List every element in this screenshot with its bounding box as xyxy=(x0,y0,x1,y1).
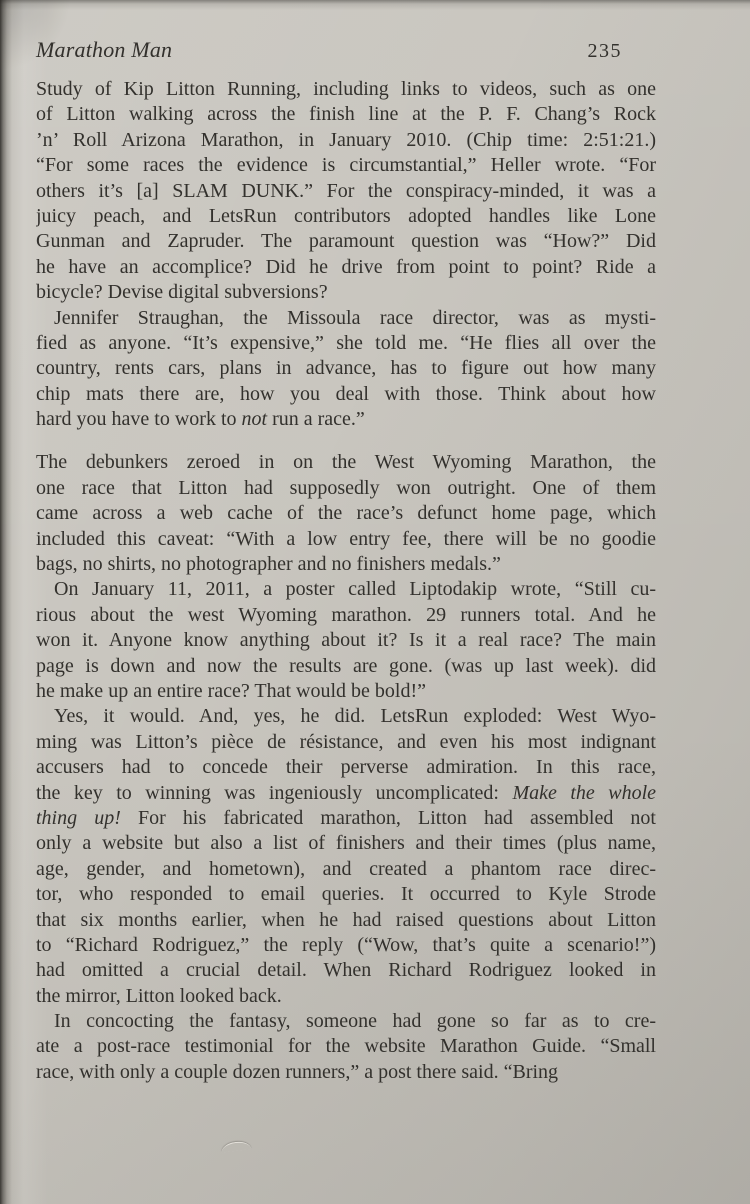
text-line xyxy=(36,577,656,602)
text-segment: others it’s [a] SLAM DUNK.” For the conspiracy-minded, it was a xyxy=(36,179,656,202)
paragraph xyxy=(36,306,656,433)
text-segment: that six months earlier, when he had raised questions about Litton xyxy=(36,908,656,931)
text-segment: juicy peach, and LetsRun contributors adopted handles like Lone xyxy=(36,204,656,227)
text-line xyxy=(36,527,656,552)
text-line xyxy=(36,806,656,831)
text-line xyxy=(36,450,656,475)
text-segment: accusers had to concede their perverse admiration. In this race, xyxy=(36,756,656,779)
text-segment: won it. Anyone know anything about it? Is it a real race? The main xyxy=(36,629,656,652)
paragraph xyxy=(36,1009,656,1085)
text-line xyxy=(36,476,656,501)
text-segment: On January 11, 2011, a poster called Liptodakip wrote, “Still cu- xyxy=(54,578,656,601)
text-line xyxy=(36,179,656,204)
text-line xyxy=(36,102,656,127)
running-header: Marathon Man xyxy=(36,37,173,62)
text-segment: included this caveat: “With a low entry fee, there will be no goodie xyxy=(36,527,656,550)
text-segment: fied as anyone. “It’s expensive,” she told me. “He flies all over the xyxy=(36,331,656,354)
text-segment: For his fabricated marathon, Litton had assembled not xyxy=(120,806,656,829)
text-segment: “For some races the evidence is circumstantial,” Heller wrote. “For xyxy=(36,154,656,177)
text-line xyxy=(36,908,656,933)
paper-crease xyxy=(221,1140,252,1153)
text-segment: had omitted a crucial detail. When Richard Rodriguez looked in xyxy=(36,959,656,982)
text-line xyxy=(36,280,656,305)
text-line xyxy=(36,204,656,229)
text-line xyxy=(36,255,656,280)
text-line xyxy=(36,1009,656,1034)
text-segment: age, gender, and hometown), and created a phantom race direc- xyxy=(36,857,656,880)
text-line xyxy=(36,781,656,806)
text-line xyxy=(36,984,656,1009)
text-line xyxy=(36,306,656,331)
text-segment: of Litton walking across the finish line at the P. F. Chang’s Rock xyxy=(36,103,656,126)
text-line xyxy=(36,958,656,983)
text-segment: ming was Litton’s pièce de résistance, and even his most indignant xyxy=(36,730,656,753)
text-line xyxy=(36,933,656,958)
text-line xyxy=(36,331,656,356)
page-number: 235 xyxy=(587,40,622,62)
text-segment: the key to winning was ingeniously uncomplicated: xyxy=(36,781,513,804)
text-line xyxy=(36,407,656,432)
text-segment: In concocting the fantasy, someone had gone so far as to cre- xyxy=(54,1010,656,1033)
text-segment: thing up! xyxy=(36,806,121,829)
text-line xyxy=(36,77,656,102)
text-segment: bags, no shirts, no photographer and no finishers medals.” xyxy=(36,553,501,576)
text-line xyxy=(36,1034,656,1059)
body-text xyxy=(36,77,656,1085)
text-segment: country, rents cars, plans in advance, has to figure out how many xyxy=(36,357,656,380)
text-segment: he make up an entire race? That would be bold!” xyxy=(36,679,427,702)
text-segment: he have an accomplice? Did he drive from point to point? Ride a xyxy=(36,255,656,278)
paragraph xyxy=(36,577,656,704)
text-segment: race, with only a couple dozen runners,” a post there said. “Bring xyxy=(36,1060,559,1083)
text-line xyxy=(36,1060,656,1085)
text-line xyxy=(36,730,656,755)
text-segment: The debunkers zeroed in on the West Wyoming Marathon, the xyxy=(36,451,656,474)
text-segment: run a race.” xyxy=(267,408,365,431)
text-line xyxy=(36,628,656,653)
text-segment: Make the whole xyxy=(512,781,656,804)
text-segment: Yes, it would. And, yes, he did. LetsRun exploded: West Wyo- xyxy=(54,705,656,728)
text-segment: ’n’ Roll Arizona Marathon, in January 2010. (Chip time: 2:51:21.) xyxy=(36,128,656,151)
text-segment: tor, who responded to email queries. It occurred to Kyle Strode xyxy=(36,883,656,906)
text-line xyxy=(36,552,656,577)
text-segment: one race that Litton had supposedly won outright. One of them xyxy=(36,476,656,499)
text-segment: ate a post-race testimonial for the website Marathon Guide. “Small xyxy=(36,1035,656,1058)
text-line xyxy=(36,831,656,856)
text-line xyxy=(36,857,656,882)
text-line xyxy=(36,501,656,526)
text-segment: hard you have to work to xyxy=(36,408,242,431)
text-line xyxy=(36,882,656,907)
text-segment: to “Richard Rodriguez,” the reply (“Wow, that’s quite a scenario!”) xyxy=(36,933,656,956)
text-segment: rious about the west Wyoming marathon. 29 runners total. And he xyxy=(36,603,656,626)
text-line xyxy=(36,654,656,679)
paragraph xyxy=(36,704,656,1009)
text-segment: Gunman and Zapruder. The paramount question was “How?” Did xyxy=(36,230,656,253)
text-segment: not xyxy=(241,408,268,431)
text-line xyxy=(36,755,656,780)
text-line xyxy=(36,704,656,729)
text-segment: page is down and now the results are gone. (was up last week). did xyxy=(36,654,656,677)
text-segment: came across a web cache of the race’s defunct home page, which xyxy=(36,502,656,525)
page-header xyxy=(36,37,656,63)
text-line xyxy=(36,603,656,628)
text-segment: the mirror, Litton looked back. xyxy=(36,984,282,1007)
text-line xyxy=(36,229,656,254)
text-segment: only a website but also a list of finishers and their times (plus name, xyxy=(36,832,656,855)
text-line xyxy=(36,356,656,381)
paragraph xyxy=(36,77,656,306)
text-segment: chip mats there are, how you deal with those. Think about how xyxy=(36,382,656,405)
paragraph xyxy=(36,450,656,577)
text-line xyxy=(36,382,656,407)
text-line xyxy=(36,128,656,153)
text-line xyxy=(36,679,656,704)
text-segment: Study of Kip Litton Running, including links to videos, such as one xyxy=(36,78,656,100)
text-segment: bicycle? Devise digital subversions? xyxy=(36,281,328,304)
text-line xyxy=(36,153,656,178)
text-segment: Jennifer Straughan, the Missoula race director, was as mysti- xyxy=(54,306,656,329)
